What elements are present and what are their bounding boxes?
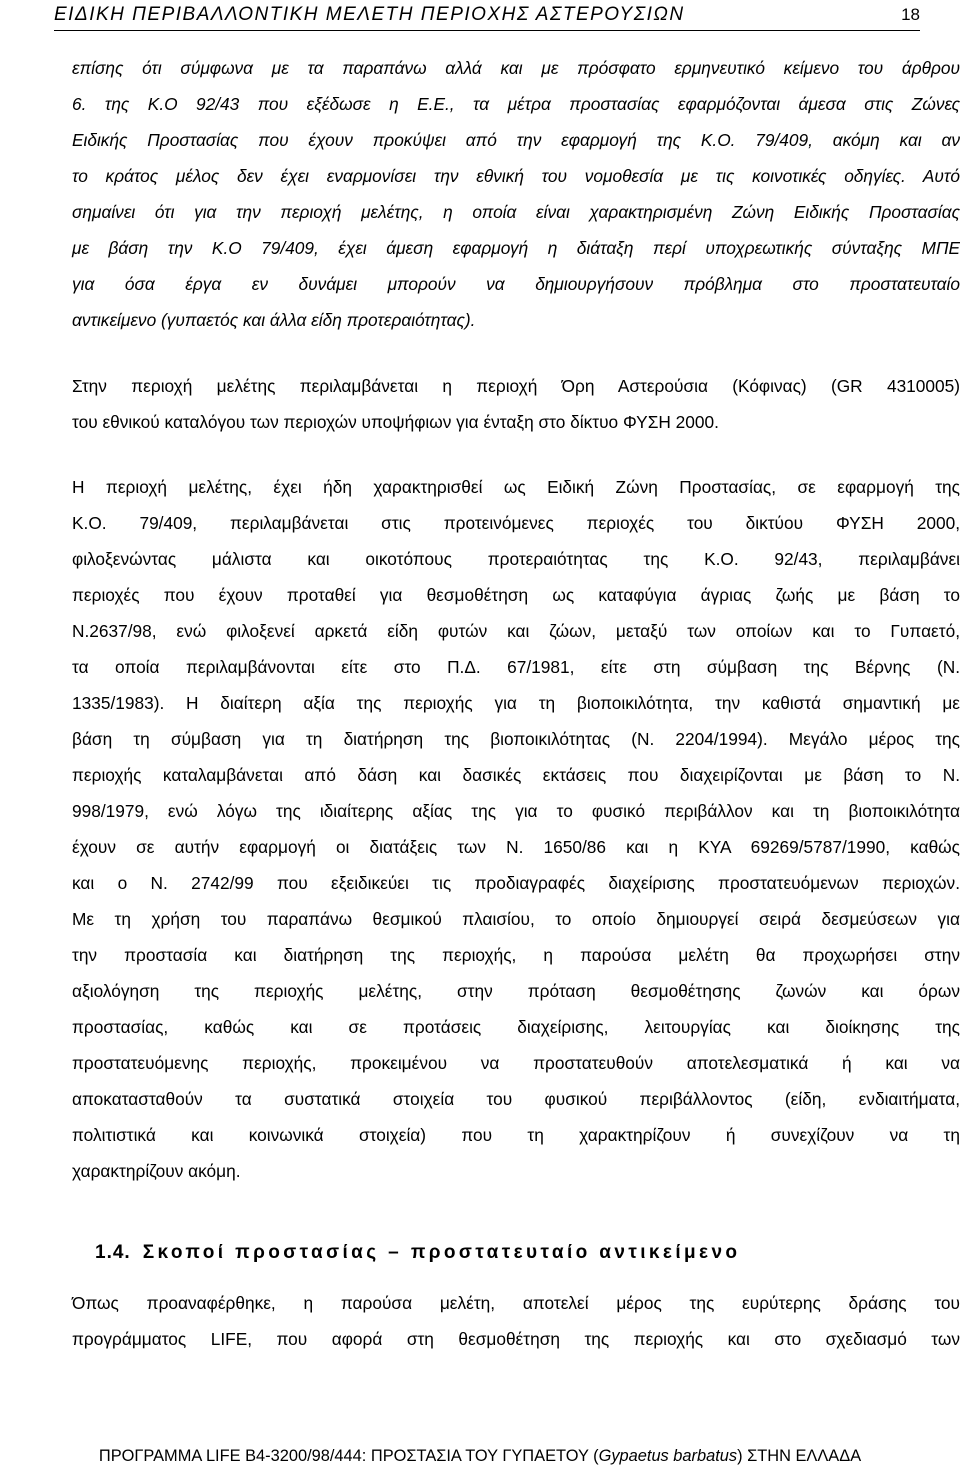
text-line: με βάση την Κ.Ο 79/409, έχει άμεση εφαρμογή η διάταξη περί υποχρεωτικής σύνταξης ΜΠΕ	[72, 238, 960, 258]
text-line: προστατευόμενης περιοχής, προκειμένου να προστατευθούν αποτελεσματικά ή και να	[72, 1053, 960, 1073]
text-line: και ο Ν. 2742/99 που εξειδικεύει τις προδιαγραφές διαχείρισης προστατευόμενων περιοχών.	[72, 873, 960, 893]
page-header	[54, 2, 920, 31]
text-line: περιοχές που έχουν προταθεί για θεσμοθέτηση ως καταφύγια άγριας ζωής με βάση το	[72, 585, 960, 605]
section-title: Σκοποί προστασίας – προστατευταίο αντικείμενο	[142, 1242, 741, 1263]
document-title: ΕΙΔΙΚΗ ΠΕΡΙΒΑΛΛΟΝΤΙΚΗ ΜΕΛΕΤΗ ΠΕΡΙΟΧΗΣ ΑΣΤΕΡΟΥΣΙΩΝ	[54, 4, 685, 25]
text-line: 998/1979, ενώ λόγω της ιδιαίτερης αξίας της για το φυσικό περιβάλλον και τη βιοποικιλότητα	[72, 801, 960, 821]
text-line: Στην περιοχή μελέτης περιλαμβάνεται η περιοχή Όρη Αστερούσια (Κόφινας) (GR 4310005)	[72, 376, 960, 396]
text-line: Η περιοχή μελέτης, έχει ήδη χαρακτηρισθεί ως Ειδική Ζώνη Προστασίας, σε εφαρμογή της	[72, 477, 960, 497]
text-line: Με τη χρήση του παραπάνω θεσμικού πλαισίου, το οποίο δημιουργεί σειρά δεσμεύσεων για	[72, 909, 960, 929]
section-heading	[95, 1242, 740, 1264]
text-line: αξιολόγηση της περιοχής μελέτης, στην πρόταση θεσμοθέτησης ζωνών και όρων	[72, 981, 960, 1001]
text-line: έχουν σε αυτήν εφαρμογή οι διατάξεις των Ν. 1650/86 και η ΚΥΑ 69269/5787/1990, καθώς	[72, 837, 960, 857]
page-number: 18	[901, 5, 920, 24]
text-line: του εθνικού καταλόγου των περιοχών υποψήφιων για ένταξη στο δίκτυο ΦΥΣΗ 2000.	[72, 412, 719, 432]
text-line: φιλοξενώντας μάλιστα και οικοτόπους προτεραιότητας της Κ.Ο. 92/43, περιλαμβάνει	[72, 549, 960, 569]
footer-scientific-name: Gypaetus barbatus	[598, 1447, 738, 1465]
footer-suffix: ) ΣΤΗΝ ΕΛΛΑΔΑ	[737, 1447, 862, 1465]
text-line: 1335/1983). Η διαίτερη αξία της περιοχής για τη βιοποικιλότητα, την καθιστά σημαντική με	[72, 693, 960, 713]
text-line: αντικείμενο (γυπαετός και άλλα είδη προτεραιότητας).	[72, 310, 476, 330]
text-line: χαρακτηρίζουν ακόμη.	[72, 1161, 241, 1181]
text-line: Κ.Ο. 79/409, περιλαμβάνεται στις προτεινόμενες περιοχές του δικτύου ΦΥΣΗ 2000,	[72, 513, 960, 533]
text-line: βάση τη σύμβαση για τη διατήρηση της βιοποικιλότητας (Ν. 2204/1994). Μεγάλο μέρος της	[72, 729, 960, 749]
text-line: την προστασία και διατήρηση της περιοχής, η παρούσα μελέτη θα προχωρήσει στην	[72, 945, 960, 965]
text-line: 6. της Κ.Ο 92/43 που εξέδωσε η Ε.Ε., τα μέτρα προστασίας εφαρμόζονται άμεσα στις Ζώνες	[72, 94, 960, 114]
text-line: αποκατασταθούν τα συστατικά στοιχεία του φυσικού περιβάλλοντος (είδη, ενδιαιτήματα,	[72, 1089, 960, 1109]
text-line: Ειδικής Προστασίας που έχουν προκύψει από την εφαρμογή της Κ.Ο. 79/409, ακόμη και αν	[72, 130, 960, 150]
footer-prefix: ΠΡΟΓΡΑΜΜΑ LIFE B4-3200/98/444: ΠΡΟΣΤΑΣΙΑ ΤΟΥ ΓΥΠΑΕΤΟΥ (	[98, 1447, 599, 1465]
page-footer	[0, 1446, 960, 1466]
text-line: πολιτιστικά και κοινωνικά στοιχεία) που τη χαρακτηρίζουν ή συνεχίζουν να τη	[72, 1125, 960, 1145]
text-line: για όσα έργα εν δυνάμει μπορούν να δημιουργήσουν πρόβλημα στο προστατευταίο	[72, 274, 960, 294]
section-number: 1.4.	[95, 1242, 131, 1263]
text-line: το κράτος μέλος δεν έχει εναρμονίσει την εθνική του νομοθεσία με τις κοινοτικές οδηγίες. Αυτό	[72, 166, 960, 186]
text-line: προστασίας, καθώς και σε προτάσεις διαχείρισης, λειτουργίας και διοίκησης της	[72, 1017, 960, 1037]
text-line: προγράμματος LIFE, που αφορά στη θεσμοθέτηση της περιοχής και στο σχεδιασμό των	[72, 1329, 960, 1349]
text-line: Ν.2637/98, ενώ φιλοξενεί αρκετά είδη φυτών και ζώων, μεταξύ των οποίων και το Γυπαετό,	[72, 621, 960, 641]
text-line: περιοχής καταλαμβάνεται από δάση και δασικές εκτάσεις που διαχειρίζονται με βάση το Ν.	[72, 765, 960, 785]
text-line: σημαίνει ότι για την περιοχή μελέτης, η οποία είναι χαρακτηρισμένη Ζώνη Ειδικής Προστασίας	[72, 202, 960, 222]
text-line: τα οποία περιλαμβάνονται είτε στο Π.Δ. 67/1981, είτε στη σύμβαση της Βέρνης (Ν.	[72, 657, 960, 677]
text-line: επίσης ότι σύμφωνα με τα παραπάνω αλλά και με πρόσφατο ερμηνευτικό κείμενο του άρθρου	[72, 58, 960, 78]
text-line: Όπως προαναφέρθηκε, η παρούσα μελέτη, αποτελεί μέρος της ευρύτερης δράσης του	[72, 1293, 960, 1313]
